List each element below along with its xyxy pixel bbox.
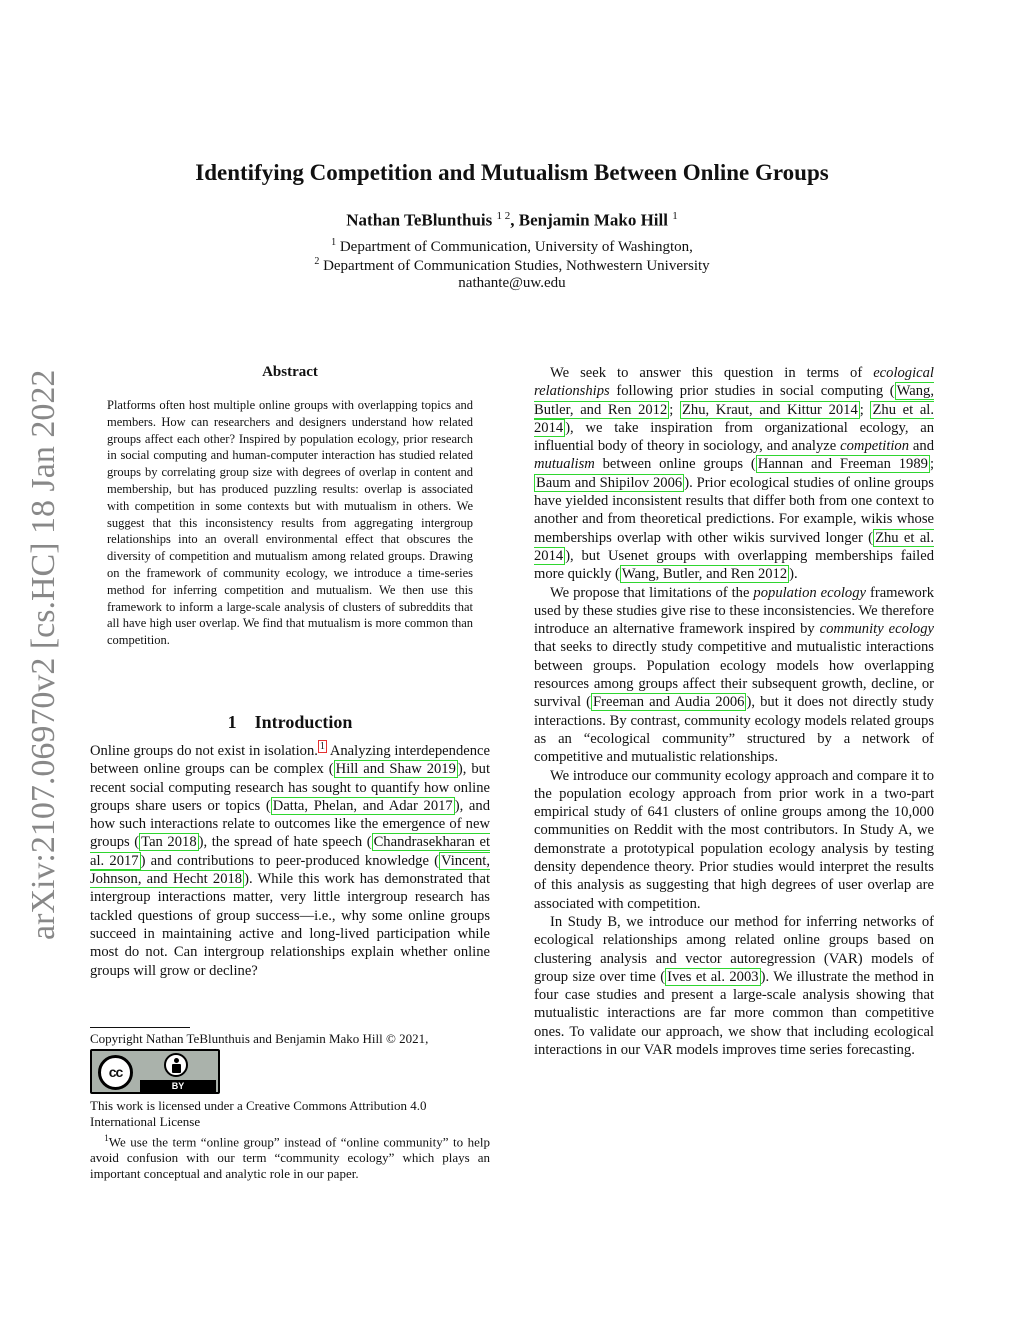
text-run: ), the spread of hate speech ( bbox=[198, 834, 372, 851]
author-name: Nathan TeBlunthuis bbox=[346, 210, 493, 230]
body-paragraph bbox=[534, 584, 934, 767]
attribution-person-icon bbox=[164, 1053, 188, 1077]
text-run: ). We illustrate the method in four case studies and present a large-scale analysis showing that mutualistic interactions are far more common than competitive ones. To validate our approach, we show that including ecological interactions in our VAR models improves time series forecasting. bbox=[534, 968, 934, 1058]
text-run: ; bbox=[929, 456, 934, 473]
affiliation-text: Department of Communication Studies, Nothwestern University bbox=[323, 258, 710, 274]
author-affiliation-marker: 1 bbox=[672, 210, 678, 222]
affiliation-2 bbox=[0, 256, 1024, 275]
body-paragraph bbox=[534, 913, 934, 1059]
section-heading-introduction bbox=[90, 712, 490, 733]
text-run: ; bbox=[859, 401, 871, 418]
text-run: ), but recent social computing research has sought to quantify how online groups share users or topics ( bbox=[90, 761, 490, 814]
text-run: We propose that limitations of the bbox=[550, 584, 754, 601]
citation-link[interactable]: Hannan and Freeman 1989 bbox=[757, 456, 928, 473]
intro-paragraph bbox=[90, 742, 490, 980]
affiliation-1 bbox=[0, 237, 1024, 256]
citation-link[interactable]: Zhu, Kraut, and Kittur 2014 bbox=[682, 401, 858, 418]
cc-by-badge[interactable] bbox=[90, 1049, 220, 1094]
author-name: Benjamin Mako Hill bbox=[518, 210, 668, 230]
affiliation-marker: 1 bbox=[331, 237, 337, 248]
text-run: ) and contributions to peer-produced knowledge ( bbox=[140, 852, 440, 869]
right-column bbox=[534, 364, 934, 1059]
emphasis: community ecology bbox=[819, 621, 934, 638]
footnote-number: 1 bbox=[104, 1133, 109, 1143]
section-number: 1 bbox=[227, 712, 237, 732]
section-title: Introduction bbox=[254, 712, 353, 732]
paper-title: Identifying Competition and Mutualism Between Online Groups bbox=[195, 160, 829, 185]
emphasis: ecological relationships bbox=[534, 365, 934, 400]
author-separator: , bbox=[510, 210, 519, 230]
citation-link[interactable]: Wang, Butler, and Ren 2012 bbox=[621, 566, 788, 583]
footnote bbox=[90, 1130, 490, 1182]
text-run: ). While this work has demonstrated that intergroup interactions matter, very little intergroup research has tackled questions of group success—i.e., why some online groups succeed in maintaining active and long-lived participation while most do not. Can intergroup relationships explain whether online groups will grow or decline? bbox=[90, 871, 491, 979]
footnote-link[interactable]: 1 bbox=[319, 741, 325, 753]
text-run: We seek to answer this question in terms of bbox=[550, 365, 874, 381]
text-run: and bbox=[909, 438, 934, 455]
author-line bbox=[0, 210, 1024, 231]
citation-link[interactable]: Wang, Butler, and Ren 2012 bbox=[534, 383, 934, 418]
citation-link[interactable]: Chandrasekharan et al. 2017 bbox=[90, 834, 490, 869]
emphasis: competition bbox=[840, 438, 910, 455]
citation-link[interactable]: Ives et al. 2003 bbox=[667, 968, 759, 985]
text-run: ), we take inspiration from organizational ecology, an influential body of theory in sociology, and analyze bbox=[534, 419, 934, 455]
abstract-text: Platforms often host multiple online groups with overlapping topics and members. How can researchers and designers understand how related groups affect each other? Inspired by population ecology, prior research in social computing and human-computer interaction has studied related groups by correlating group size with degrees of overlap in content and membership, but has produced puzzling results: overlap is associated with competition in some contexts but with mutualism in others. We suggest that this inconsistency results from aggregating intergroup relationships into an overall environmental effect that obscures the diversity of competition and mutualism among related groups. Drawing on the framework of community ecology, we introduce a time-series method for inferring competition and mutualism. We then use this framework to inform a large-scale analysis of clusters of subreddits that all have high user overlap. We find that mutualism is more common than competition. bbox=[107, 398, 473, 648]
left-column bbox=[90, 742, 490, 980]
copyright-notice: Copyright Nathan TeBlunthuis and Benjamin Mako Hill © 2021, bbox=[90, 1031, 429, 1046]
text-run: In Study B, we introduce our method for inferring networks of ecological relationships among related online groups based on clustering analysis and vector autoregression (VAR) models of group size over time ( bbox=[534, 913, 934, 985]
text-run: ; bbox=[669, 401, 680, 418]
text-run: Analyzing interdependence between online groups can be complex ( bbox=[90, 743, 490, 778]
by-label: BY bbox=[140, 1080, 216, 1092]
citation-link[interactable]: Vincent, Johnson, and Hecht 2018 bbox=[90, 852, 490, 888]
text-run: Online groups do not exist in isolation. bbox=[90, 743, 318, 759]
text-run: between online groups ( bbox=[594, 456, 756, 473]
citation-link[interactable]: Zhu et al. 2014 bbox=[534, 529, 935, 564]
emphasis: population ecology bbox=[753, 584, 867, 601]
text-run: ), but it does not directly study interactions. By contrast, community ecology models related groups as an “ecological community” structured by a network of competitive and mutualistic relationships. bbox=[534, 694, 934, 766]
body-paragraph: We introduce our community ecology approach and compare it to the population ecology approach from prior work in a two-part empirical study of 641 clusters of online groups among the 10,000 communities on Reddit with the most contributors. In Study A, we demonstrate a prototypical population ecology analysis by testing density dependence theory. Prior studies would interpret the results of this analysis as suggesting that high degrees of user overlap are associated with competition. bbox=[534, 767, 934, 912]
citation-link[interactable]: Freeman and Audia 2006 bbox=[592, 694, 745, 711]
footnote-rule bbox=[90, 1027, 190, 1028]
citation-link[interactable]: Baum and Shipilov 2006 bbox=[536, 474, 683, 491]
abstract-heading: Abstract bbox=[262, 364, 318, 380]
text-run: ). bbox=[789, 566, 798, 583]
affiliation-marker: 2 bbox=[314, 256, 320, 267]
citation-link[interactable]: Tan 2018 bbox=[141, 834, 197, 851]
body-paragraph bbox=[534, 364, 934, 584]
author-affiliation-marker: 1 2 bbox=[496, 210, 511, 222]
text-run: following prior studies in social computing ( bbox=[609, 383, 895, 400]
citation-link[interactable]: Datta, Phelan, and Adar 2017 bbox=[272, 797, 453, 814]
arxiv-identifier[interactable]: arXiv:2107.06970v2 [cs.HC] 18 Jan 2022 bbox=[25, 369, 62, 940]
citation-link[interactable]: Zhu et al. 2014 bbox=[534, 401, 935, 436]
author-email: nathante@uw.edu bbox=[458, 275, 566, 291]
emphasis: mutualism bbox=[534, 456, 595, 473]
text-run: that seeks to directly study competitive and mutualistic interactions between groups. Population ecology models how overlapping resources among groups affect their subsequent growth, decline, or survival ( bbox=[534, 639, 934, 711]
text-run: ), but Usenet groups with overlapping memberships failed more quickly ( bbox=[534, 547, 934, 583]
citation-link[interactable]: Hill and Shaw 2019 bbox=[335, 761, 456, 778]
license-notice: This work is licensed under a Creative Commons Attribution 4.0 International License bbox=[90, 1098, 427, 1129]
text-run: ), and how such interactions relate to outcomes like the emergence of new groups ( bbox=[90, 797, 490, 851]
cc-icon: cc bbox=[98, 1055, 133, 1090]
text-run: ). Prior ecological studies of online groups have yielded inconsistent results that differ both from one context to another and from theoretical predictions. For example, wikis whose memberships overlap with other wikis survived longer ( bbox=[534, 474, 934, 546]
affiliation-text: Department of Communication, University of Washington, bbox=[339, 239, 693, 255]
text-run: framework used by these studies give rise to these inconsistencies. We therefore introduce an alternative framework inspired by bbox=[534, 584, 934, 638]
footnote-text: We use the term “online group” instead of “online community” to help avoid confusion with our term “community ecology” which plays an important conceptual and analytic role in our paper. bbox=[90, 1134, 490, 1182]
